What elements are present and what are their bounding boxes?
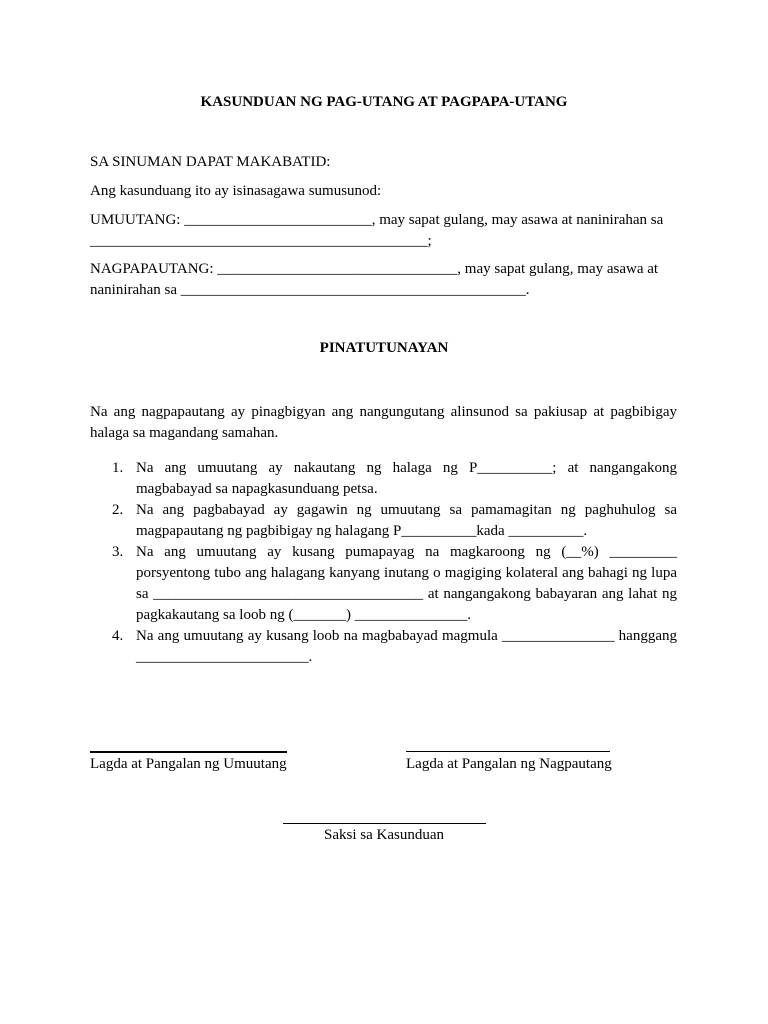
- witness-signature-label: Saksi sa Kasunduan: [324, 827, 444, 843]
- terms-list: [90, 458, 677, 668]
- borrower-signature-line: [90, 751, 287, 753]
- term-text: Na ang umuutang ay nakautang ng halaga ng P__________; at nangangakong magbabayad sa napagkasunduang petsa.: [136, 460, 677, 497]
- term-item: [90, 626, 677, 668]
- document-title: KASUNDUAN NG PAG-UTANG AT PAGPAPA-UTANG: [200, 94, 568, 110]
- term-number: 1.: [112, 460, 124, 476]
- term-number: 2.: [112, 502, 124, 518]
- term-number: 4.: [112, 628, 124, 644]
- intro-text: Ang kasunduang ito ay isinasagawa sumusunod:: [90, 183, 382, 199]
- term-text: Na ang umuutang ay kusang loob na magbabayad magmula _______________ hanggang _______________________.: [136, 628, 677, 665]
- term-item: [90, 458, 677, 500]
- term-item: [90, 500, 677, 542]
- lender-signature-label: Lagda at Pangalan ng Nagpautang: [406, 756, 612, 772]
- borrower-clause: UMUUTANG: _________________________, may sapat gulang, may asawa at naninirahan sa _____________________________________________;: [90, 212, 664, 249]
- greeting: SA SINUMAN DAPAT MAKABATID:: [90, 154, 331, 170]
- term-text: Na ang pagbabayad ay gagawin ng umuutang sa pamamagitan ng paghuhulog sa magpapautang ng pagbibigay ng halagang P__________kada __________.: [136, 502, 677, 539]
- lender-clause: NAGPAPAUTANG: ________________________________, may sapat gulang, may asawa at naninirahan sa ______________________________________________.: [90, 261, 659, 298]
- preamble: Na ang nagpapautang ay pinagbigyan ang nangungutang alinsunod sa pakiusap at pagbibigay halaga sa magandang samahan.: [90, 404, 677, 441]
- borrower-signature-label: Lagda at Pangalan ng Umuutang: [90, 756, 287, 772]
- term-text: Na ang umuutang ay kusang pumapayag na magkaroong ng (__%) _________ porsyentong tubo ang halagang kanyang inutang o magiging kolateral ang bahagi ng lupa sa ____________________________________ at nangangakong babayaran ang lahat ng pagkakautang sa loob ng (_______) _______________.: [136, 544, 677, 623]
- section-title: PINATUTUNAYAN: [319, 340, 449, 356]
- lender-signature-line: [406, 751, 610, 752]
- term-number: 3.: [112, 544, 124, 560]
- term-item: [90, 542, 677, 626]
- witness-signature-line: [283, 823, 486, 824]
